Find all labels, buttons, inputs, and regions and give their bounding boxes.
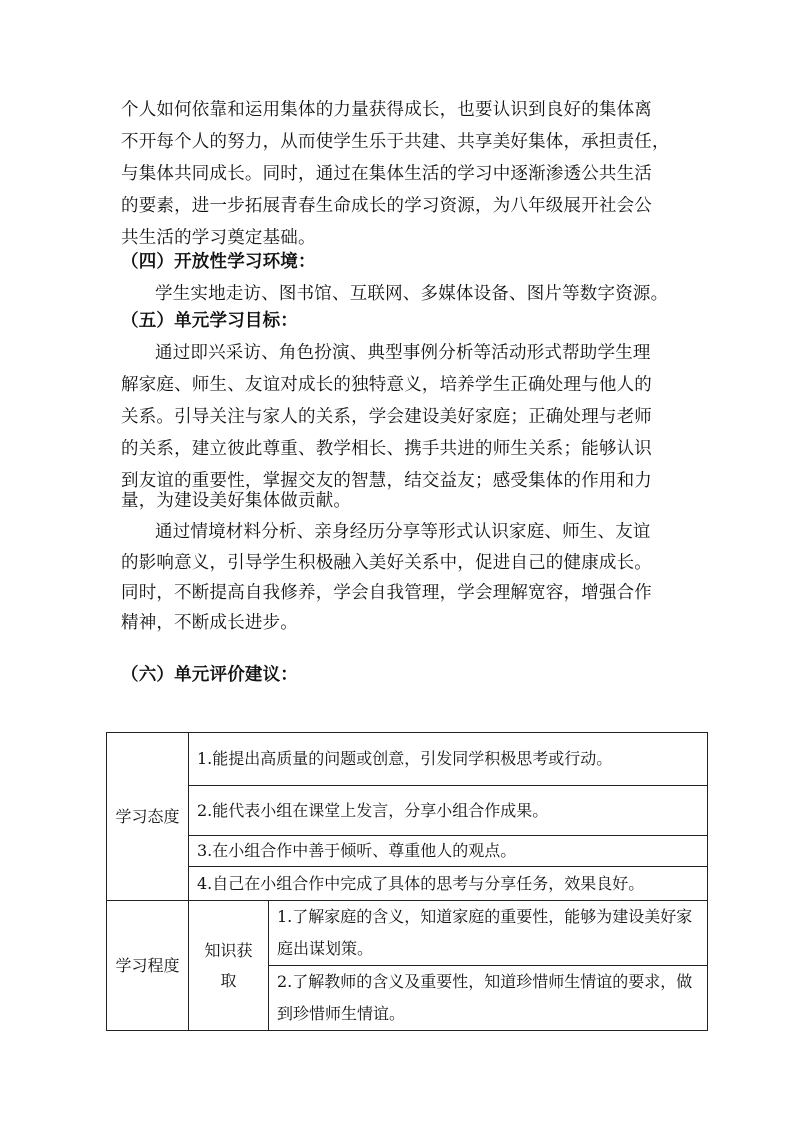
body-text-line: 的要素，进一步拓展青春生命成长的学习资源，为八年级展开社会公	[121, 196, 652, 216]
degree-label: 学习程度	[115, 955, 180, 975]
table-row	[107, 836, 708, 867]
degree-item-cell	[269, 966, 708, 1031]
degree-item-cell	[269, 901, 708, 966]
body-text-line: 关系。引导关注与家人的关系，学会建设美好家庭；正确处理与老师	[121, 407, 652, 427]
body-text-line: 共生活的学习奠定基础。	[121, 228, 316, 248]
body-text-line: 的关系，建立彼此尊重、教学相长、携手共进的师生关系；能够认识	[121, 439, 652, 459]
attitude-label-cell	[107, 733, 189, 901]
degree-item: 1.了解家庭的含义，知道家庭的重要性，能够为建设美好家庭出谋划策。	[277, 907, 693, 958]
section-heading-environment: （四）开放性学习环境：	[121, 252, 316, 272]
table-row	[107, 901, 708, 966]
attitude-item-cell	[189, 836, 708, 867]
section-heading-evaluation: （六）单元评价建议：	[121, 665, 298, 685]
table-row	[107, 786, 708, 836]
body-text-line: 个人如何依靠和运用集体的力量获得成长，也要认识到良好的集体离	[121, 100, 652, 120]
body-text-line: 的影响意义，引导学生积极融入美好关系中，促进自己的健康成长。	[121, 553, 652, 573]
attitude-item: 1.能提出高质量的问题或创意，引发同学积极思考或行动。	[197, 749, 613, 768]
body-text-line: 不开每个人的努力，从而使学生乐于共建、共享美好集体，承担责任，	[121, 132, 670, 152]
attitude-item-cell	[189, 733, 708, 786]
table-row	[107, 733, 708, 786]
degree-label-cell	[107, 901, 189, 1031]
body-text-line: 通过即兴采访、角色扮演、典型事例分析等活动形式帮助学生理	[155, 343, 651, 363]
attitude-label: 学习态度	[115, 806, 180, 826]
evaluation-table	[106, 732, 708, 1031]
attitude-item: 3.在小组合作中善于倾听、尊重他人的观点。	[197, 841, 517, 860]
knowledge-label: 知识获取	[204, 940, 253, 990]
attitude-item: 2.能代表小组在课堂上发言，分享小组合作成果。	[197, 800, 549, 820]
body-text-line: 通过情境材料分析、亲身经历分享等形式认识家庭、师生、友谊	[155, 522, 651, 542]
section-heading-goals: （五）单元学习目标：	[121, 311, 298, 331]
attitude-item-cell	[189, 786, 708, 836]
knowledge-label-cell	[189, 901, 269, 1031]
table-row	[107, 867, 708, 901]
body-text-line: 到友谊的重要性，掌握交友的智慧，结交益友；感受集体的作用和力	[121, 471, 652, 491]
body-text-line: 同时，不断提高自我修养，学会自我管理，学会理解宽容，增强合作	[121, 583, 652, 603]
attitude-item: 4.自己在小组合作中完成了具体的思考与分享任务，效果良好。	[197, 873, 645, 893]
body-text-line: 量，为建设美好集体做贡献。	[121, 491, 352, 511]
body-text-line: 解家庭、师生、友谊对成长的独特意义，培养学生正确处理与他人的	[121, 375, 652, 395]
body-text-line: 精神，不断成长进步。	[121, 613, 298, 633]
body-text-line: 与集体共同成长。同时，通过在集体生活的学习中逐渐渗透公共生活	[121, 164, 652, 184]
degree-item: 2.了解教师的含义及重要性，知道珍惜师生情谊的要求，做到珍惜师生情谊。	[277, 972, 693, 1023]
body-text-line: 学生实地走访、图书馆、互联网、多媒体设备、图片等数字资源。	[155, 284, 669, 304]
attitude-item-cell	[189, 867, 708, 901]
